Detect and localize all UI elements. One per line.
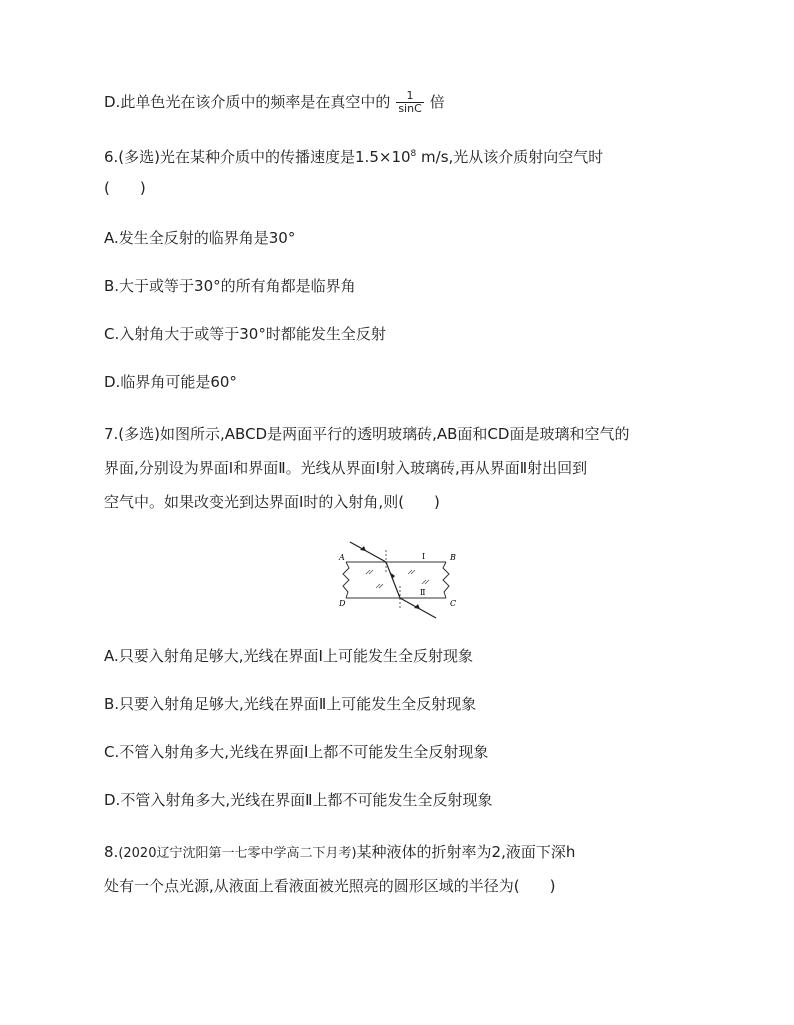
q8-source: (2020辽宁沈阳第一七零中学高二下月考) <box>118 846 357 861</box>
glass-slab-figure <box>336 538 462 648</box>
fraction-denominator: sinC <box>398 102 422 115</box>
q6-stem <box>104 144 603 167</box>
q8-number: 8. <box>104 843 119 861</box>
incident-ray <box>350 542 386 562</box>
q6-stem-exponent: 8 <box>410 149 417 159</box>
q7-option-c: C.不管入射角多大,光线在界面Ⅰ上都不可能发生全反射现象 <box>104 743 489 761</box>
label-d: D <box>339 599 346 608</box>
label-c: C <box>450 599 457 608</box>
q6-option-d: D.临界角可能是60° <box>104 373 237 391</box>
q6-option-c: C.入射角大于或等于30°时都能发生全反射 <box>104 325 386 343</box>
fraction <box>396 90 423 115</box>
q5-option-d-suffix: 倍 <box>429 93 445 111</box>
q6-stem-a: 6.(多选)光在某种介质中的传播速度是1.5×10 <box>104 148 411 166</box>
refracted-ray <box>386 562 400 598</box>
q6-option-a: A.发生全反射的临界角是30° <box>104 229 296 247</box>
q7-stem-line3: 空气中。如果改变光到达界面Ⅰ时的入射角,则( ) <box>104 493 440 511</box>
q6-option-b: B.大于或等于30°的所有角都是临界角 <box>104 277 356 295</box>
q7-option-b: B.只要入射角足够大,光线在界面Ⅱ上可能发生全反射现象 <box>104 695 477 713</box>
q8-stem-rest: 某种液体的折射率为2,液面下深h <box>356 843 576 861</box>
glass-hatching <box>366 570 429 588</box>
q5-option-d-prefix: D.此单色光在该介质中的频率是在真空中的 <box>104 93 391 111</box>
fraction-numerator: 1 <box>396 90 423 103</box>
q7-stem-line1: 7.(多选)如图所示,ABCD是两面平行的透明玻璃砖,AB面和CD面是玻璃和空气的 <box>104 425 630 443</box>
right-broken-edge <box>443 562 449 598</box>
q5-option-d <box>104 90 445 115</box>
arrow-icon <box>391 573 395 579</box>
label-interface-ii: Ⅱ <box>420 588 426 597</box>
label-a: A <box>339 553 345 562</box>
left-broken-edge <box>343 562 349 598</box>
q8-stem-line2: 处有一个点光源,从液面上看液面被光照亮的圆形区域的半径为( ) <box>104 877 556 895</box>
q6-stem-b: m/s,光从该介质射向空气时 <box>416 148 604 166</box>
label-b: B <box>450 553 456 562</box>
q7-option-a: A.只要入射角足够大,光线在界面Ⅰ上可能发生全反射现象 <box>104 647 473 665</box>
q8-stem-line1 <box>104 842 575 864</box>
q7-option-d: D.不管入射角多大,光线在界面Ⅱ上都不可能发生全反射现象 <box>104 791 493 809</box>
q7-stem-line2: 界面,分别设为界面Ⅰ和界面Ⅱ。光线从界面Ⅰ射入玻璃砖,再从界面Ⅱ射出回到 <box>104 459 588 477</box>
label-interface-i: Ⅰ <box>422 552 426 561</box>
q6-answer-blank: ( ) <box>104 179 146 197</box>
